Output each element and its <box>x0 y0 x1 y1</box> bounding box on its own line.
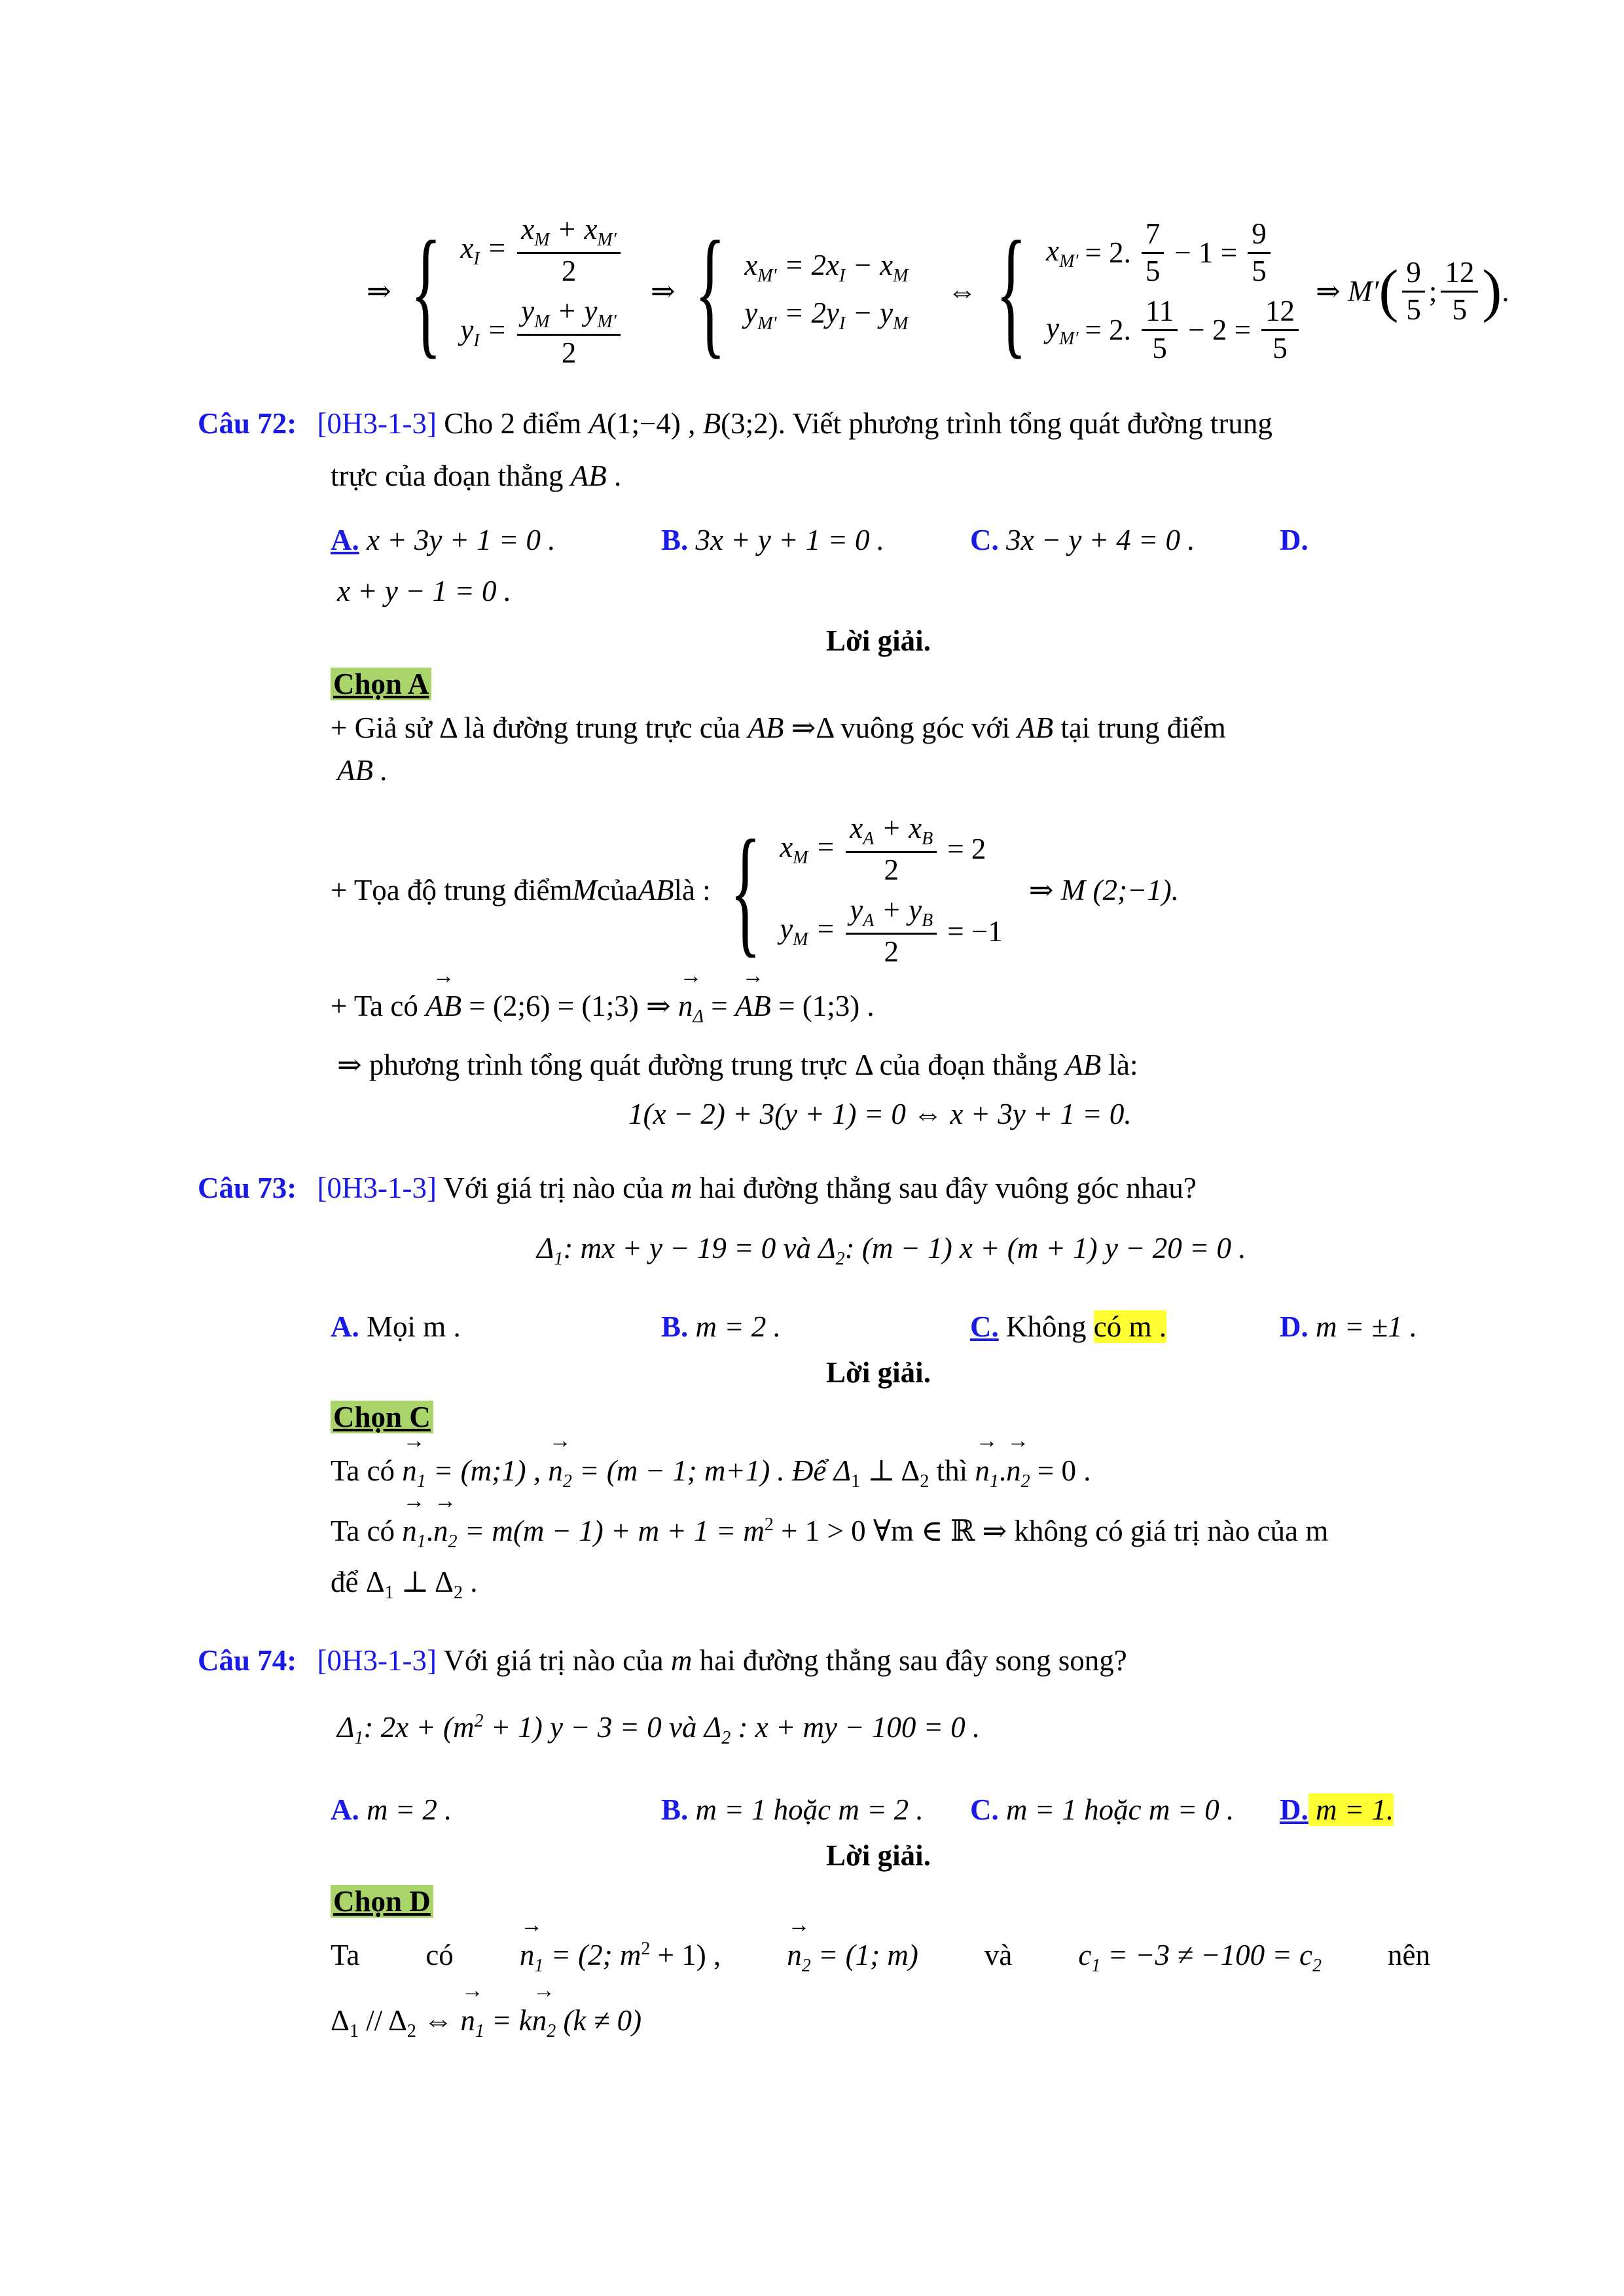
q72-solution-line5: 1(x − 2) + 3(y + 1) = 0 ⇔ x + 3y + 1 = 0. <box>628 1098 1132 1130</box>
q72-question-line2: trực của đoạn thẳng AB . <box>331 459 622 492</box>
result-point: ⇒ M′ <box>1316 275 1379 308</box>
q72-solution-title: Lời giải. <box>826 624 931 657</box>
q73-option-b: B. m = 2 . <box>661 1310 781 1343</box>
q73-solution-line1: Ta có → $n_1$ = (m;1) , → $n_2 = (m - 1$; m+1) . Để $\Delta_1$ ⊥ $\Delta_2$ thì → $n_1.\to n_2 = 0$ . <box>331 1453 1091 1493</box>
q72-solution-line4: ⇒ phương trình tổng quát đường trung trực Δ của đoạn thẳng AB là: <box>337 1049 1138 1081</box>
q72-solution-line1-tail: AB . <box>337 754 388 787</box>
q72-option-d-text: x + y − 1 = 0 . <box>337 575 512 607</box>
q73-equation: $\Delta_1$: mx + y − 19 = 0 và $\Delta_2$: (m − 1) x + (m + 1) y − 20 = 0 . <box>537 1232 1246 1269</box>
q72-solution-line3: + Ta có → AB = (2;6) = (1;3) ⇒ → $n_\Delta$ = → AB = (1;3) . <box>331 988 875 1028</box>
q72-option-c: C. 3x − y + 4 = 0 . <box>970 524 1195 556</box>
q74-equation: $\Delta_1$: $2x + (m^2 + 1) y - 3 = 0$ và $\Delta_2$ : x + my − 100 = 0 . <box>337 1711 981 1748</box>
q74-solution-line2: $\Delta_1 // \Delta_2$ ⇔ → $n_1 = k\to n_2$ (k ≠ 0) <box>331 2003 641 2043</box>
numeric-system: $x_{M'}$ = 2. $\frac{7}{5}$ − 1 = $\frac{9}{5}$ $y_{M'}$ = 2. $\frac{11}{5}$ − 2 = $\frac{12}{5}$ <box>1046 218 1303 365</box>
implies-symbol-2: ⇒ <box>650 275 676 308</box>
reflection-system: $x_{M'} = 2x_I - x_M$ $y_{M'} = 2y_I - y_M$ <box>744 249 909 334</box>
q74-chosen-answer: Chọn D <box>331 1884 433 1919</box>
q73-option-a: A. Mọi m . <box>331 1310 461 1343</box>
q74-solution-title: Lời giải. <box>826 1839 931 1872</box>
q72-solution-line1: + Giả sử Δ là đường trung trực của AB ⇒Δ vuông góc với AB tại trung điểm <box>331 711 1226 744</box>
equiv-symbol: ⇔ <box>947 275 977 308</box>
implies-symbol: ⇒ <box>367 275 391 308</box>
q74-question: Câu 74: [0H3-1-3] Với giá trị nào của m hai đường thẳng sau đây song song? <box>198 1644 1127 1677</box>
question-tag: [0H3-1-3] <box>317 407 437 440</box>
q73-chosen-answer: Chọn C <box>331 1399 433 1435</box>
q73-solution-line3: để $\Delta_1$ ⊥ $\Delta_2$ . <box>331 1566 478 1603</box>
q72-option-b: B. 3x + y + 1 = 0 . <box>661 524 885 556</box>
q73-option-d: D. m = ±1 . <box>1280 1310 1418 1343</box>
q72-chosen-answer: Chọn A <box>331 666 431 702</box>
q74-option-b: B. m = 1 hoặc m = 2 . <box>661 1793 924 1826</box>
q71-solution-system: ⇒ { $x_I$ = $\frac{x_M + x_{M'}}{2}$ $y_I$ = $\frac{y_M + y_{M'}}{2}$ ⇒ { $x_{M'} = 2x_I - x_M$ $y_{M'} = 2y_I - y_M$ ⇔ { $x_{M'}$ = 2. $\frac{7}{5}$ − 1 = $\frac{9}{5}$ $y_{M'}$ = 2. $\frac{11}{5}$ − 2 = $\frac{12}{5}$ ⇒ M′ ( $\frac{9}{5}$ ; $\frac{12}{5}$ ) . <box>367 211 1509 371</box>
q73-option-c: C. Không có m . <box>970 1310 1166 1343</box>
q74-option-c: C. m = 1 hoặc m = 0 . <box>970 1793 1235 1826</box>
q72-solution-line2: + Tọa độ trung điểm M của AB là : { $x_M$ = $\frac{x_A + x_B}{2}$ = 2 $y_M$ = $\frac{y_A + y_B}{2}$ = −1 ⇒ M (2;−1). <box>331 810 1180 970</box>
q74-option-d: D. m = 1. <box>1280 1793 1394 1826</box>
q74-solution-line1: Ta có → $n_1 = (2$; $m^2 + 1$) , → $n_2 = (1$; m) và $c_1 = -3 \ne -100 = c_2$ nên <box>331 1937 1430 1977</box>
q72-question: Câu 72: [0H3-1-3] Cho 2 điểm A(1;−4) , B(3;2). Viết phương trình tổng quát đường trung <box>198 407 1272 440</box>
midpoint-system: $x_I$ = $\frac{x_M + x_{M'}}{2}$ $y_I$ = $\frac{y_M + y_{M'}}{2}$ <box>460 213 624 370</box>
q73-question: Câu 73: [0H3-1-3] Với giá trị nào của m hai đường thẳng sau đây vuông góc nhau? <box>198 1172 1197 1204</box>
q72-option-d: D. <box>1280 524 1308 556</box>
q74-option-a: A. m = 2 . <box>331 1793 452 1826</box>
q73-solution-title: Lời giải. <box>826 1356 931 1389</box>
question-label: Câu 72: <box>198 407 297 440</box>
q72-option-a: A. x + 3y + 1 = 0 . <box>331 524 556 556</box>
q73-solution-line2: Ta có → $n_1.\to n_2 = m(m - 1) + m + 1 = m^2 + 1 > 0$ ∀m ∈ ℝ ⇒ không có giá trị nào của m <box>331 1513 1328 1553</box>
